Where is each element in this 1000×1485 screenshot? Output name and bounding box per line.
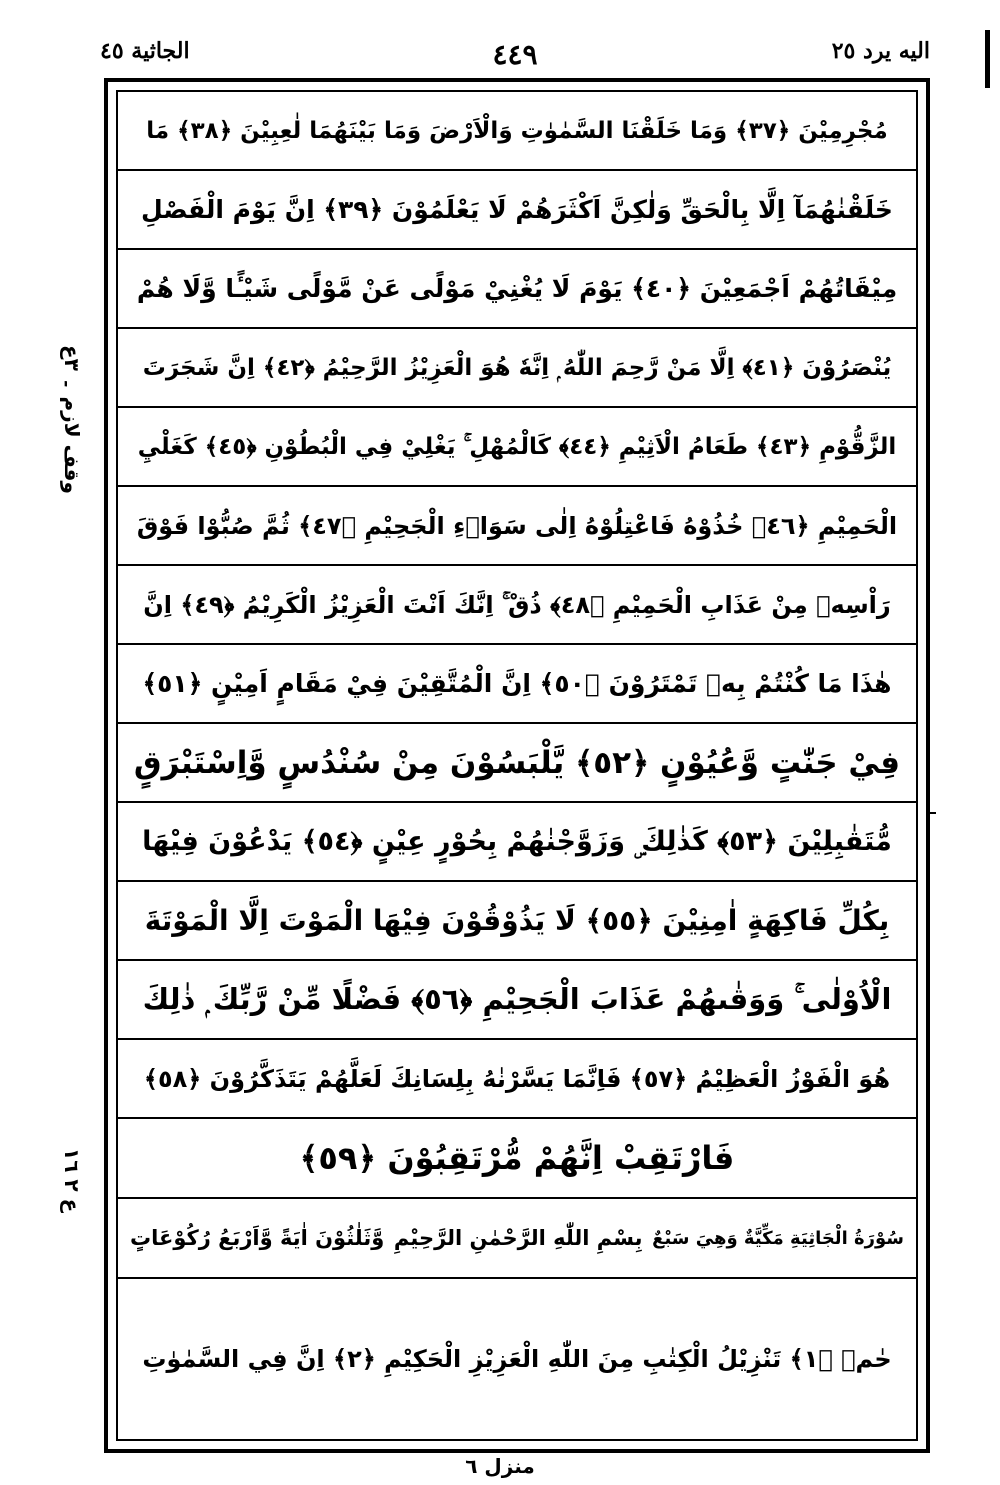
text-line	[118, 408, 916, 487]
text-line	[118, 92, 916, 171]
line-text: فِيْ جَنّٰتٍ وَّعُيُوْنٍ ﴿٥٢﴾ يَّلْبَسُوْنَ مِنْ سُنْدُسٍ وَّاِسْتَبْرَقٍ	[133, 744, 901, 781]
line-text: الزَّقُّوْمِ ﴿٤٣﴾ طَعَامُ الْاَثِيْمِ ﴿٤٤﴾ كَالْمُهْلِ ۚ يَغْلِيْ فِي الْبُطُوْنِ ﴿٤٥﴾ كَغَلْيِ	[137, 433, 897, 460]
text-line	[118, 961, 916, 1040]
text-line	[118, 171, 916, 250]
text-line	[118, 803, 916, 882]
surah-name-header: الجاثية ٤٥	[100, 38, 190, 64]
text-line	[118, 329, 916, 408]
line-text: الْحَمِيْمِ ﴿٤٦﴾ خُذُوْهُ فَاعْتِلُوْهُ اِلٰى سَوَاۗءِ الْجَحِيْمِ ﴿٤٧﴾ ثُمَّ صُبُّوْا فَوْقَ	[136, 511, 898, 540]
bismillah: بِسْمِ اللّٰهِ الرَّحْمٰنِ الرَّحِيْمِ	[393, 1226, 643, 1250]
line-text: يُنْصَرُوْنَ ﴿٤١﴾ اِلَّا مَنْ رَّحِمَ اللّٰهُ ۭ اِنَّهٗ هُوَ الْعَزِيْزُ الرَّحِيْمُ ﴿٤٢﴾ اِنَّ شَجَرَتَ	[142, 354, 892, 381]
text-frame	[104, 78, 930, 1453]
text-line	[118, 645, 916, 724]
page-number: ٤٤٩	[492, 38, 538, 71]
page-header	[100, 38, 930, 78]
line-text: خَلَقْنٰهُمَآ اِلَّا بِالْحَقِّ وَلٰكِنَّ اَكْثَرَهُمْ لَا يَعْلَمُوْنَ ﴿٣٩﴾ اِنَّ يَوْمَ الْفَصْلِ	[141, 195, 893, 224]
line-text: فَارْتَقِبْ اِنَّهُمْ مُّرْتَقِبُوْنَ ﴿٥٩﴾	[299, 1139, 735, 1177]
text-line	[118, 250, 916, 329]
surah-info-right: سُوْرَةُ الْجَاثِيَةِ مَكِّيَّةٌ وَهِيَ سَبْعٌ	[652, 1227, 904, 1249]
text-line	[118, 566, 916, 645]
line-text: هٰذَا مَا كُنْتُمْ بِهٖ تَمْتَرُوْنَ ﴿٥٠﴾ اِنَّ الْمُتَّقِيْنَ فِيْ مَقَامٍ اَمِيْنٍ ﴿٥١﴾	[142, 669, 892, 698]
line-text: بِكُلِّ فَاكِهَةٍ اٰمِنِيْنَ ﴿٥٥﴾ لَا يَذُوْقُوْنَ فِيْهَا الْمَوْتَ اِلَّا الْمَوْتَةَ	[144, 904, 890, 937]
text-line	[118, 1119, 916, 1199]
text-line	[118, 882, 916, 961]
surah-header	[118, 1199, 916, 1279]
surah-info-left: وَّثَلٰثُوْنَ اٰيَةً وَّاَرْبَعُ رُكُوْعَاتٍ	[130, 1226, 385, 1250]
text-line	[118, 1040, 916, 1119]
ruku-marker-upper: وقف لازم ۔ ٣ع	[60, 345, 84, 494]
line-text: مِيْقَاتُهُمْ اَجْمَعِيْنَ ﴿٤٠﴾ يَوْمَ لَا يُغْنِيْ مَوْلًى عَنْ مَّوْلًى شَيْـًٔا وَّلَا هُمْ	[136, 274, 898, 303]
line-text: الْاُوْلٰى ۚ وَوَقٰىهُمْ عَذَابَ الْجَحِيْمِ ﴿٥٦﴾ فَضْلًا مِّنْ رَّبِّكَ ۭ ذٰلِكَ	[142, 982, 892, 1016]
margin-bar	[985, 30, 990, 88]
margin-tick	[928, 812, 936, 814]
line-text: مُجْرِمِيْنَ ﴿٣٧﴾ وَمَا خَلَقْنَا السَّمٰوٰتِ وَالْاَرْضَ وَمَا بَيْنَهُمَا لٰعِبِيْنَ ﴿٣٨﴾ مَا	[146, 117, 888, 144]
text-line	[118, 724, 916, 803]
juz-name-header: اليه يرد ٢٥	[831, 38, 930, 64]
line-text: حٰمۗ ﴿١﴾ تَنْزِيْلُ الْكِتٰبِ مِنَ اللّٰهِ الْعَزِيْزِ الْحَكِيْمِ ﴿٢﴾ اِنَّ فِي السَّمٰوٰتِ	[142, 1345, 892, 1373]
line-text: هُوَ الْفَوْزُ الْعَظِيْمُ ﴿٥٧﴾ فَاِنَّمَا يَسَّرْنٰهُ بِلِسَانِكَ لَعَلَّهُمْ يَتَذَكَّرُوْنَ ﴿٥٨﴾	[143, 1064, 891, 1093]
line-text: مُّتَقٰبِلِيْنَ ﴿٥٣﴾ كَذٰلِكَ ۣ وَزَوَّجْنٰهُمْ بِحُوْرٍ عِيْنٍ ﴿٥٤﴾ يَدْعُوْنَ فِيْهَا	[142, 825, 892, 857]
text-line	[118, 1279, 916, 1439]
line-text: رَاْسِهٖ مِنْ عَذَابِ الْحَمِيْمِ ﴿٤٨﴾ ذُقْ ۚ اِنَّكَ اَنْتَ الْعَزِيْزُ الْكَرِيْمُ ﴿٤٩﴾ اِنَّ	[143, 590, 891, 619]
text-frame-inner	[116, 90, 918, 1441]
text-line	[118, 487, 916, 566]
ruku-marker-lower: ع ٢ ١٦	[60, 1148, 84, 1213]
manzil-footer: منزل ٦	[465, 1454, 535, 1478]
